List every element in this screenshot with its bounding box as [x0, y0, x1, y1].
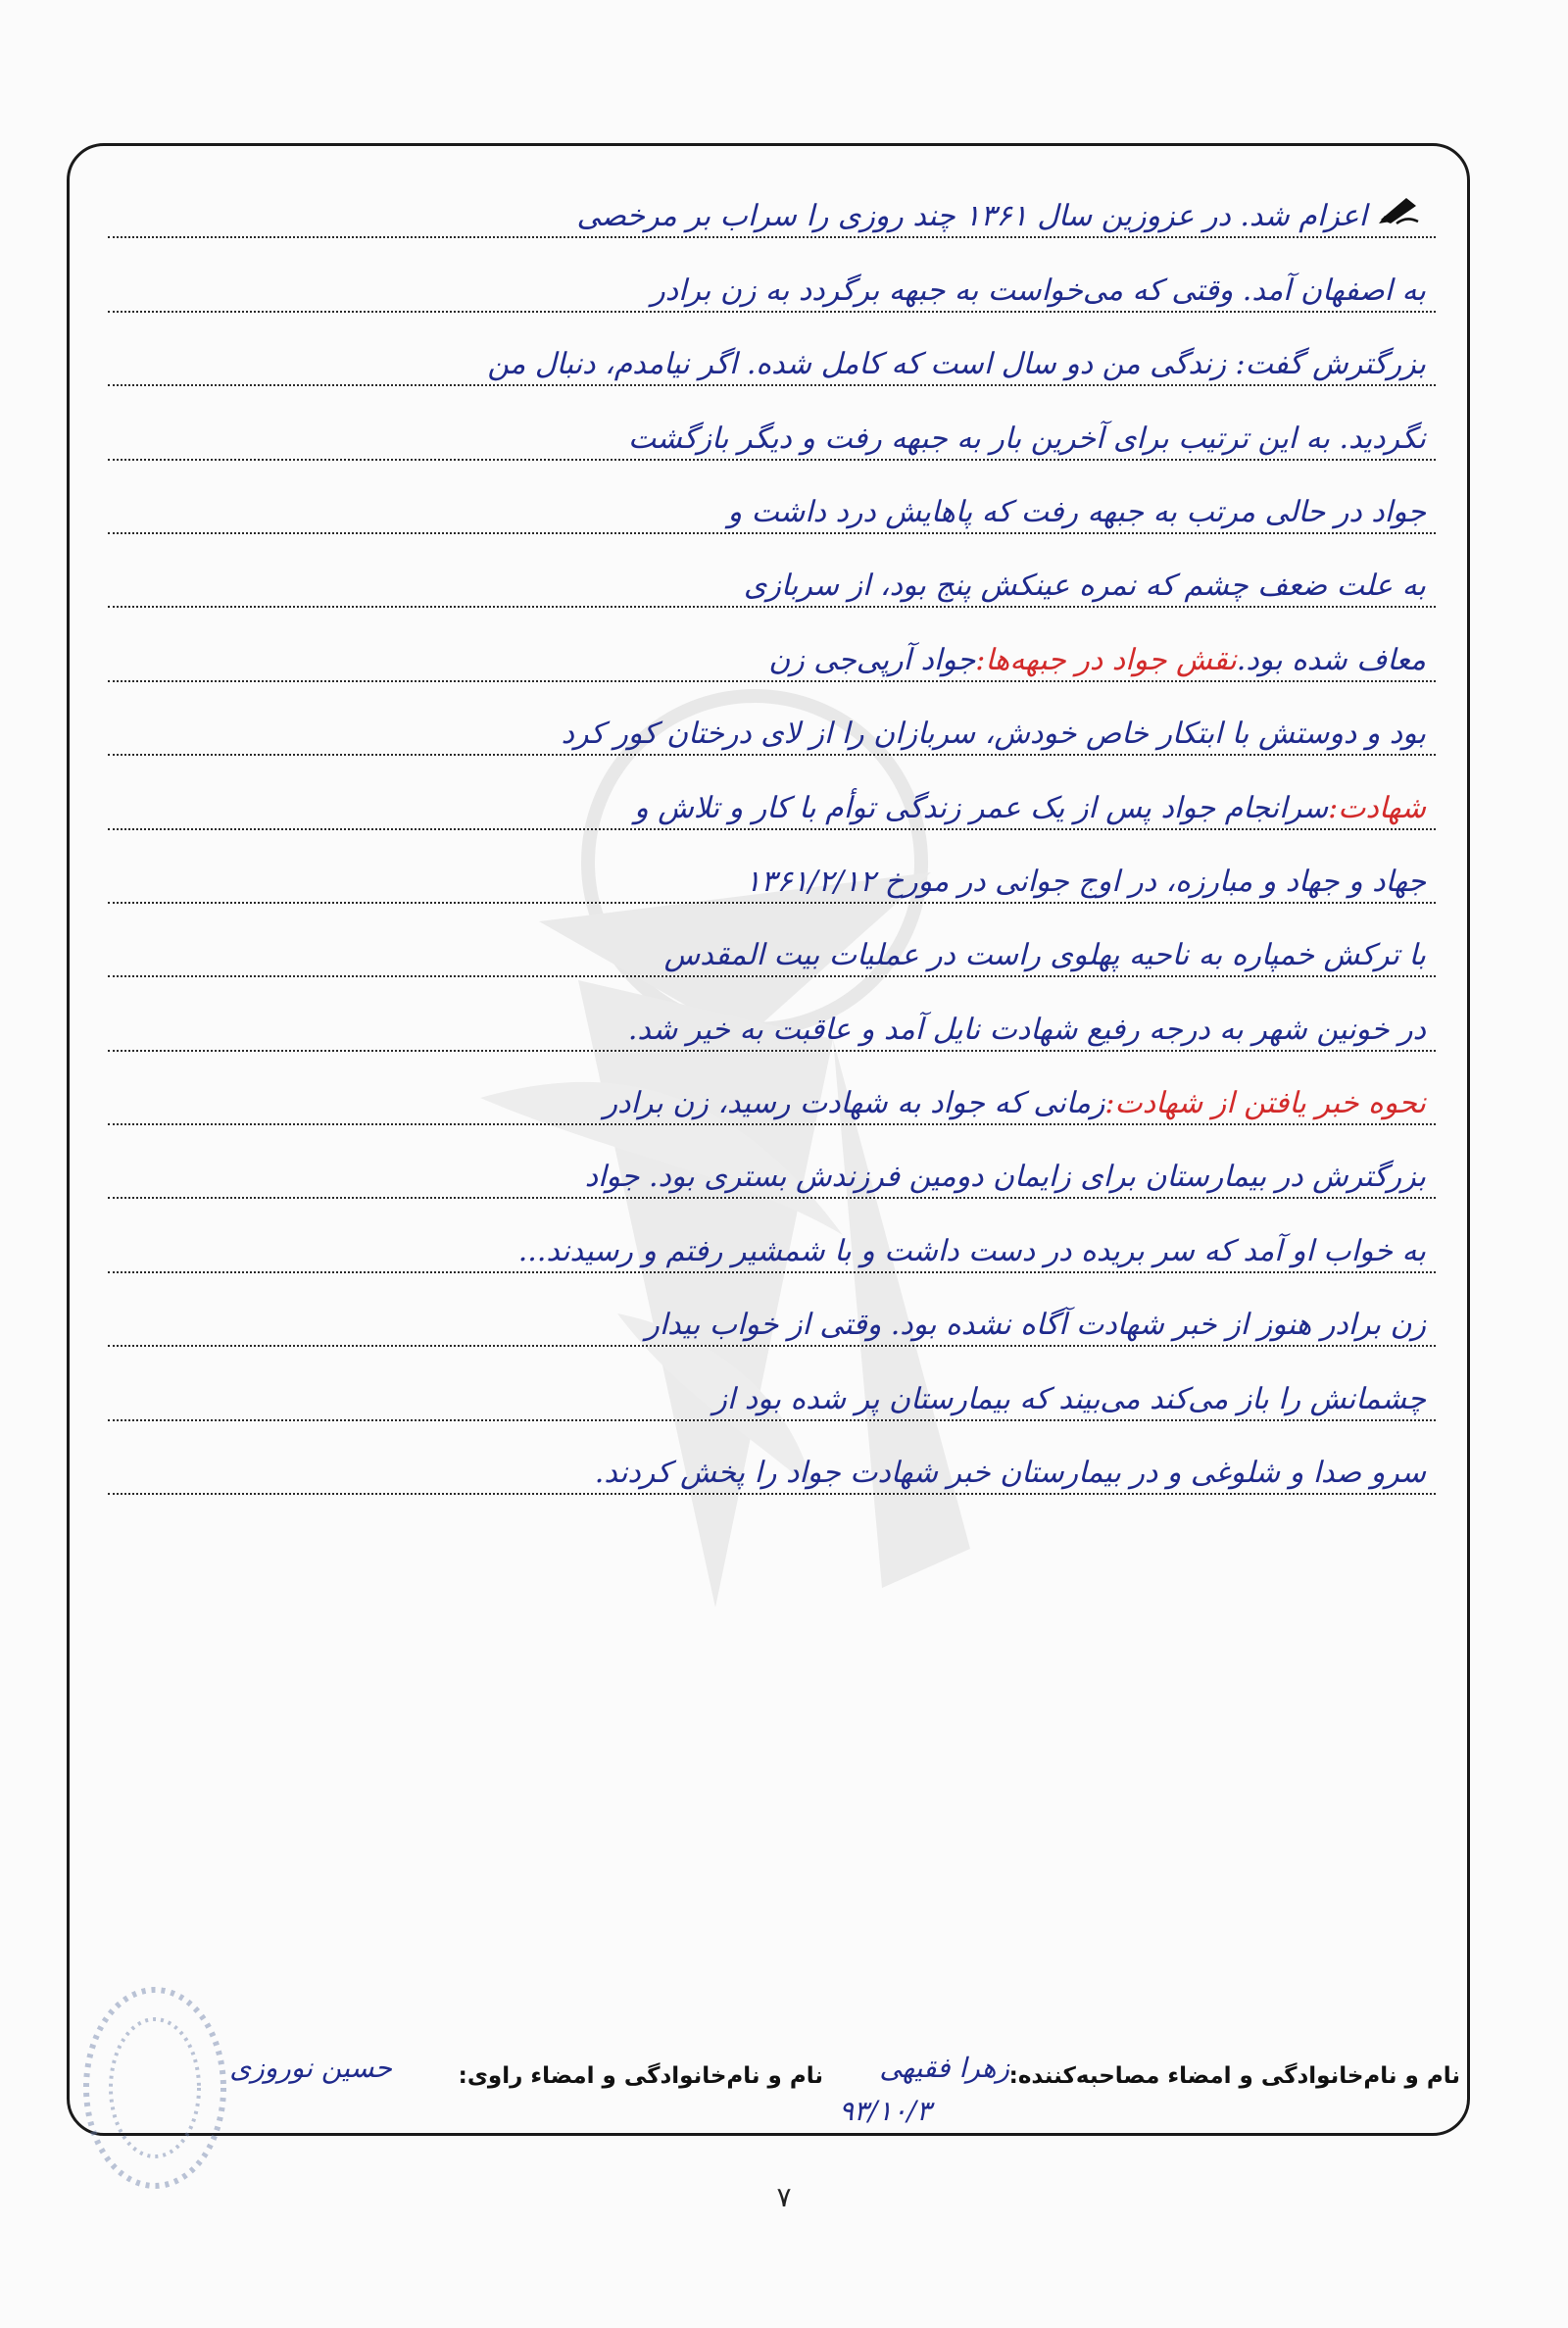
- text-line: [108, 977, 1436, 1051]
- signature-footer: [88, 2044, 1460, 2132]
- section-heading: نقش جواد در جبهه‌ها:: [975, 642, 1237, 677]
- narrator-label: نام و نام‌خانوادگی و امضاء راوی:: [458, 2063, 823, 2089]
- line-segment: بزرگترش در بیمارستان برای زایمان دومین فرزندش بستری بود. جواد: [584, 1160, 1426, 1195]
- signature-date: ۹۳/۱۰/۳: [838, 2095, 931, 2127]
- text-line: [108, 1273, 1436, 1347]
- text-line: [108, 534, 1436, 608]
- narrator-signature: حسین نوروزی: [229, 2052, 392, 2084]
- text-line: [108, 1125, 1436, 1199]
- interviewer-label: نام و نام‌خانوادگی و امضاء مصاحبه‌کننده:: [1008, 2063, 1460, 2089]
- line-segment: در خونین شهر به درجه رفیع شهادت نایل آمد و عاقبت به خیر شد.: [627, 1012, 1426, 1047]
- line-segment: سرو صدا و شلوغی و در بیمارستان خبر شهادت جواد را پخش کردند.: [594, 1456, 1426, 1491]
- section-heading: شهادت:: [1328, 790, 1426, 825]
- handwritten-text-area: [108, 165, 1436, 1495]
- page-number: ۷: [776, 2181, 792, 2213]
- line-segment: زن برادر هنوز از خبر شهادت آگاه نشده بود. وقتی از خواب بیدار: [645, 1308, 1426, 1343]
- text-line: [108, 461, 1436, 534]
- line-segment: بزرگترش گفت: زندگی من دو سال است که کامل شده. اگر نیامدم، دنبال من: [487, 347, 1426, 382]
- line-segment: معاف شده بود.: [1236, 642, 1426, 677]
- line-segment: جواد آرپی‌جی زن: [768, 642, 976, 677]
- text-line: [108, 1052, 1436, 1125]
- text-line: [108, 756, 1436, 829]
- line-segment: بود و دوستش با ابتکار خاص خودش، سربازان را از لای درختان کور کرد: [561, 717, 1426, 752]
- section-heading: نحوه خبر یافتن از شهادت:: [1104, 1086, 1426, 1121]
- text-line: [108, 608, 1436, 681]
- line-segment: چشمانش را باز می‌کند می‌بیند که بیمارستان پر شده بود از: [712, 1381, 1426, 1416]
- line-segment: به علت ضعف چشم که نمره عینکش پنج بود، از سربازی: [743, 569, 1426, 604]
- text-line: [108, 238, 1436, 312]
- text-line: [108, 1199, 1436, 1272]
- line-segment: اعزام شد. در عزوزین سال ۱۳۶۱ چند روزی را سراب بر مرخصی: [576, 199, 1367, 234]
- line-segment: نگردید. به این ترتیب برای آخرین بار به جبهه رفت و دیگر بازگشت: [628, 421, 1426, 456]
- line-segment: به خواب او آمد که سر بریده در دست داشت و با شمشیر رفتم و رسیدند...: [517, 1233, 1426, 1268]
- text-line: [108, 682, 1436, 756]
- line-segment: جواد در حالی مرتب به جبهه رفت که پاهایش درد داشت و: [727, 494, 1426, 529]
- text-line: [108, 313, 1436, 386]
- line-segment: جهاد و جهاد و مبارزه، در اوج جوانی در مورخ ۱۳۶۱/۲/۱۲: [745, 864, 1426, 899]
- text-line: [108, 1347, 1436, 1420]
- interviewer-signature: زهرا فقیهی: [879, 2052, 1009, 2084]
- line-segment: زمانی که جواد به شهادت رسید، زن برادر: [603, 1086, 1105, 1121]
- ink-stamp: [76, 1970, 243, 2196]
- line-segment: با ترکش خمپاره به ناحیه پهلوی راست در عملیات بیت المقدس: [663, 938, 1426, 973]
- text-line: [108, 904, 1436, 977]
- line-segment: سرانجام جواد پس از یک عمر زندگی توأم با کار و تلاش و: [634, 790, 1329, 825]
- text-line: [108, 1421, 1436, 1495]
- text-line: [108, 386, 1436, 460]
- line-segment: به اصفهان آمد. وقتی که می‌خواست به جبهه برگردد به زن برادر: [651, 272, 1426, 308]
- text-line: [108, 830, 1436, 904]
- text-line: [108, 165, 1436, 238]
